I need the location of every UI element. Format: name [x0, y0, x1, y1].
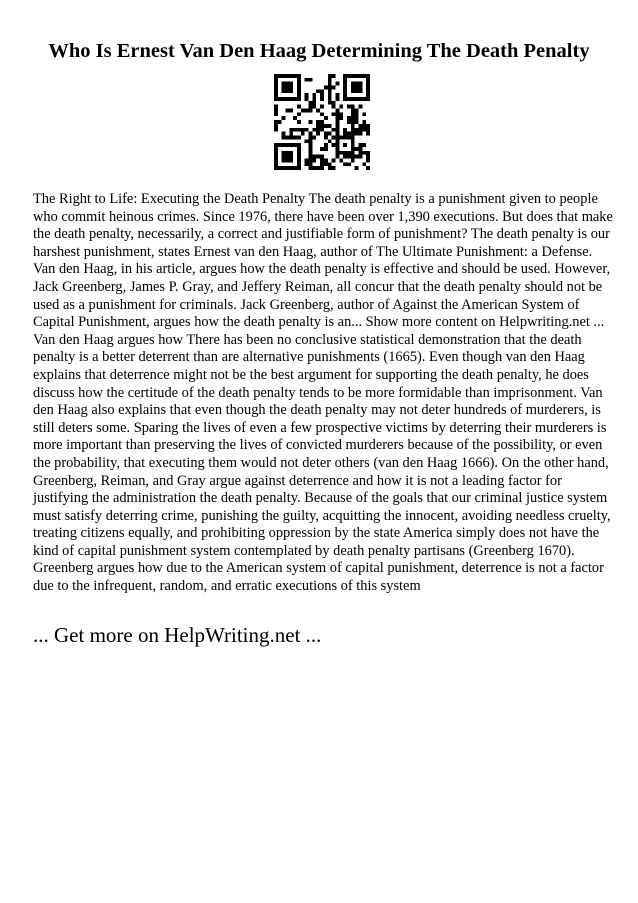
article-paragraph: Van den Haag argues how There has been no conclusive statistical demonstration that the death penalty is a better deterrent than are alternative punishments (1665). Even though van den Haag explains that deterrence might not be the best argument for supporting the death penalty, he does discuss how the certitude of the death penalty tends to be more formidable than imprisonment. Van den Haag also explains that even though the death penalty may not deter hundreds of murderers, is still deters some. Sparing the lives of even a few prospective victims by deterring their murderers is more important than preserving the lives of convicted murderers because of the possibility, or even the probability, that executing them would not deter others (van den Haag 1666). On the other hand, Greenberg, Reiman, and Gray argue against deterrence and how it is not a leading factor for justifying the administration the death penalty. Because of the goals that our criminal justice system must satisfy deterring crime, punishing the guilty, acquitting the innocent, avoiding needless cruelty, treating citizens equally, and prohibiting oppression by the state America simply does not have the kind of capital punishment system contemplated by death penalty partisans (Greenberg 1670). Greenberg argues how due to the American system of capital punishment, deterrence is not a factor due to the infrequent, random, and erratic executions of this system: [33, 331, 611, 595]
article-paragraph: The Right to Life: Executing the Death Penalty The death penalty is a punishment given to people who commit heinous crimes. Since 1976, there have been over 1,390 executions. But does that make the death penalty, necessarily, a correct and justifiable form of punishment? The death penalty is our harshest punishment, states Ernest van den Haag, author of The Ultimate Punishment: a Defense. Van den Haag, in his article, argues how the death penalty is effective and should be used. However, Jack Greenberg, James P. Gray, and Jeffery Reiman, all concur that the death penalty should not be used as a punishment for criminals. Jack Greenberg, author of Against the American System of Capital Punishment, argues how the death penalty is an... Show more content on Helpwriting.net ...: [33, 191, 613, 331]
article-body: [33, 191, 617, 596]
qr-code-icon: [274, 74, 370, 170]
page-title: Who Is Ernest Van Den Haag Determining The Death Penalty: [48, 40, 590, 62]
get-more-link[interactable]: ... Get more on HelpWriting.net ...: [33, 623, 322, 647]
